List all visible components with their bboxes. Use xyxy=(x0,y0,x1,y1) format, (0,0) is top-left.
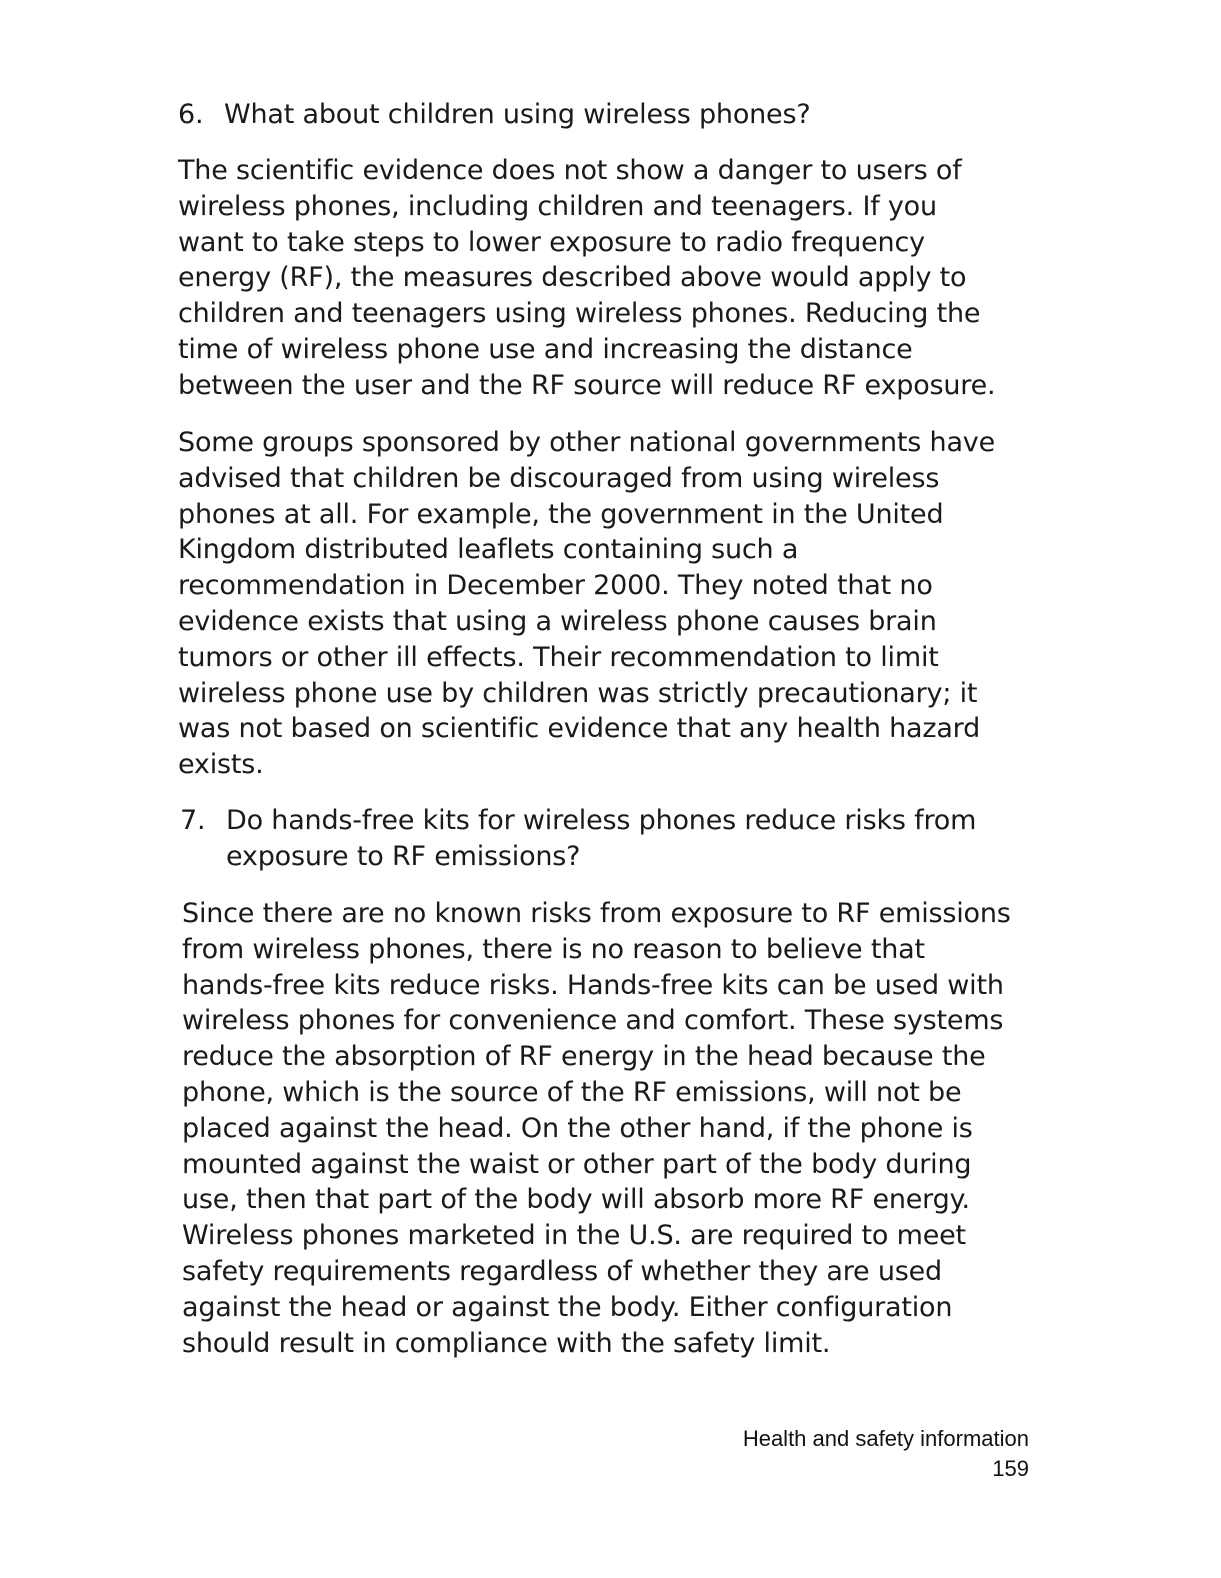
question-7-text-line: exposure to RF emissions? xyxy=(226,841,581,872)
answer-7-paragraph-1 xyxy=(182,896,1011,1361)
text-line: use, then that part of the body will absorb more RF energy. xyxy=(182,1184,970,1216)
text-line: wireless phones, including children and teenagers. If you xyxy=(178,190,937,222)
text-line: phones at all. For example, the government in the United xyxy=(178,498,944,530)
question-6-heading xyxy=(178,97,810,133)
text-line: wireless phone use by children was strictly precautionary; it xyxy=(178,677,978,709)
text-line: children and teenagers using wireless phones. Reducing the xyxy=(178,298,981,330)
text-line: wireless phones for convenience and comfort. These systems xyxy=(182,1005,1004,1037)
text-line: time of wireless phone use and increasing the distance xyxy=(178,333,913,365)
text-line: hands-free kits reduce risks. Hands-free kits can be used with xyxy=(182,969,1004,1001)
text-line: exists. xyxy=(178,749,264,781)
footer-section-title: Health and safety information xyxy=(742,1426,1029,1451)
text-line: Wireless phones marketed in the U.S. are required to meet xyxy=(182,1220,966,1252)
answer-6-paragraph-1 xyxy=(178,153,995,404)
text-line: The scientific evidence does not show a danger to users of xyxy=(178,155,962,186)
answer-6-paragraph-2 xyxy=(178,425,995,783)
page-number: 159 xyxy=(992,1456,1029,1481)
text-line: mounted against the waist or other part of the body during xyxy=(182,1148,972,1180)
question-7-text-line: Do hands-free kits for wireless phones reduce risks from xyxy=(226,805,977,836)
question-6-number: 6. xyxy=(178,99,204,130)
text-line: should result in compliance with the safety limit. xyxy=(182,1327,831,1359)
text-line: between the user and the RF source will reduce RF exposure. xyxy=(178,369,996,401)
text-line: energy (RF), the measures described above would apply to xyxy=(178,262,967,294)
text-line: tumors or other ill effects. Their recommendation to limit xyxy=(178,641,939,673)
text-line: want to take steps to lower exposure to radio frequency xyxy=(178,226,925,258)
text-line: phone, which is the source of the RF emissions, will not be xyxy=(182,1076,962,1108)
text-line: against the head or against the body. Either configuration xyxy=(182,1291,953,1323)
text-line: Some groups sponsored by other national governments have xyxy=(178,427,995,458)
text-line: safety requirements regardless of whether they are used xyxy=(182,1255,942,1287)
text-line: reduce the absorption of RF energy in the head because the xyxy=(182,1041,986,1073)
question-7-number: 7. xyxy=(180,805,206,836)
question-7-heading xyxy=(180,803,976,875)
text-line: was not based on scientific evidence that any health hazard xyxy=(178,713,981,745)
text-line: placed against the head. On the other hand, if the phone is xyxy=(182,1112,973,1144)
text-line: Kingdom distributed leaflets containing such a xyxy=(178,534,799,566)
text-line: recommendation in December 2000. They noted that no xyxy=(178,570,933,602)
text-line: evidence exists that using a wireless phone causes brain xyxy=(178,605,937,637)
question-6-text: What about children using wireless phones? xyxy=(224,99,811,130)
text-line: Since there are no known risks from exposure to RF emissions xyxy=(182,898,1011,929)
text-line: advised that children be discouraged from using wireless xyxy=(178,462,940,494)
text-line: from wireless phones, there is no reason to believe that xyxy=(182,933,925,965)
